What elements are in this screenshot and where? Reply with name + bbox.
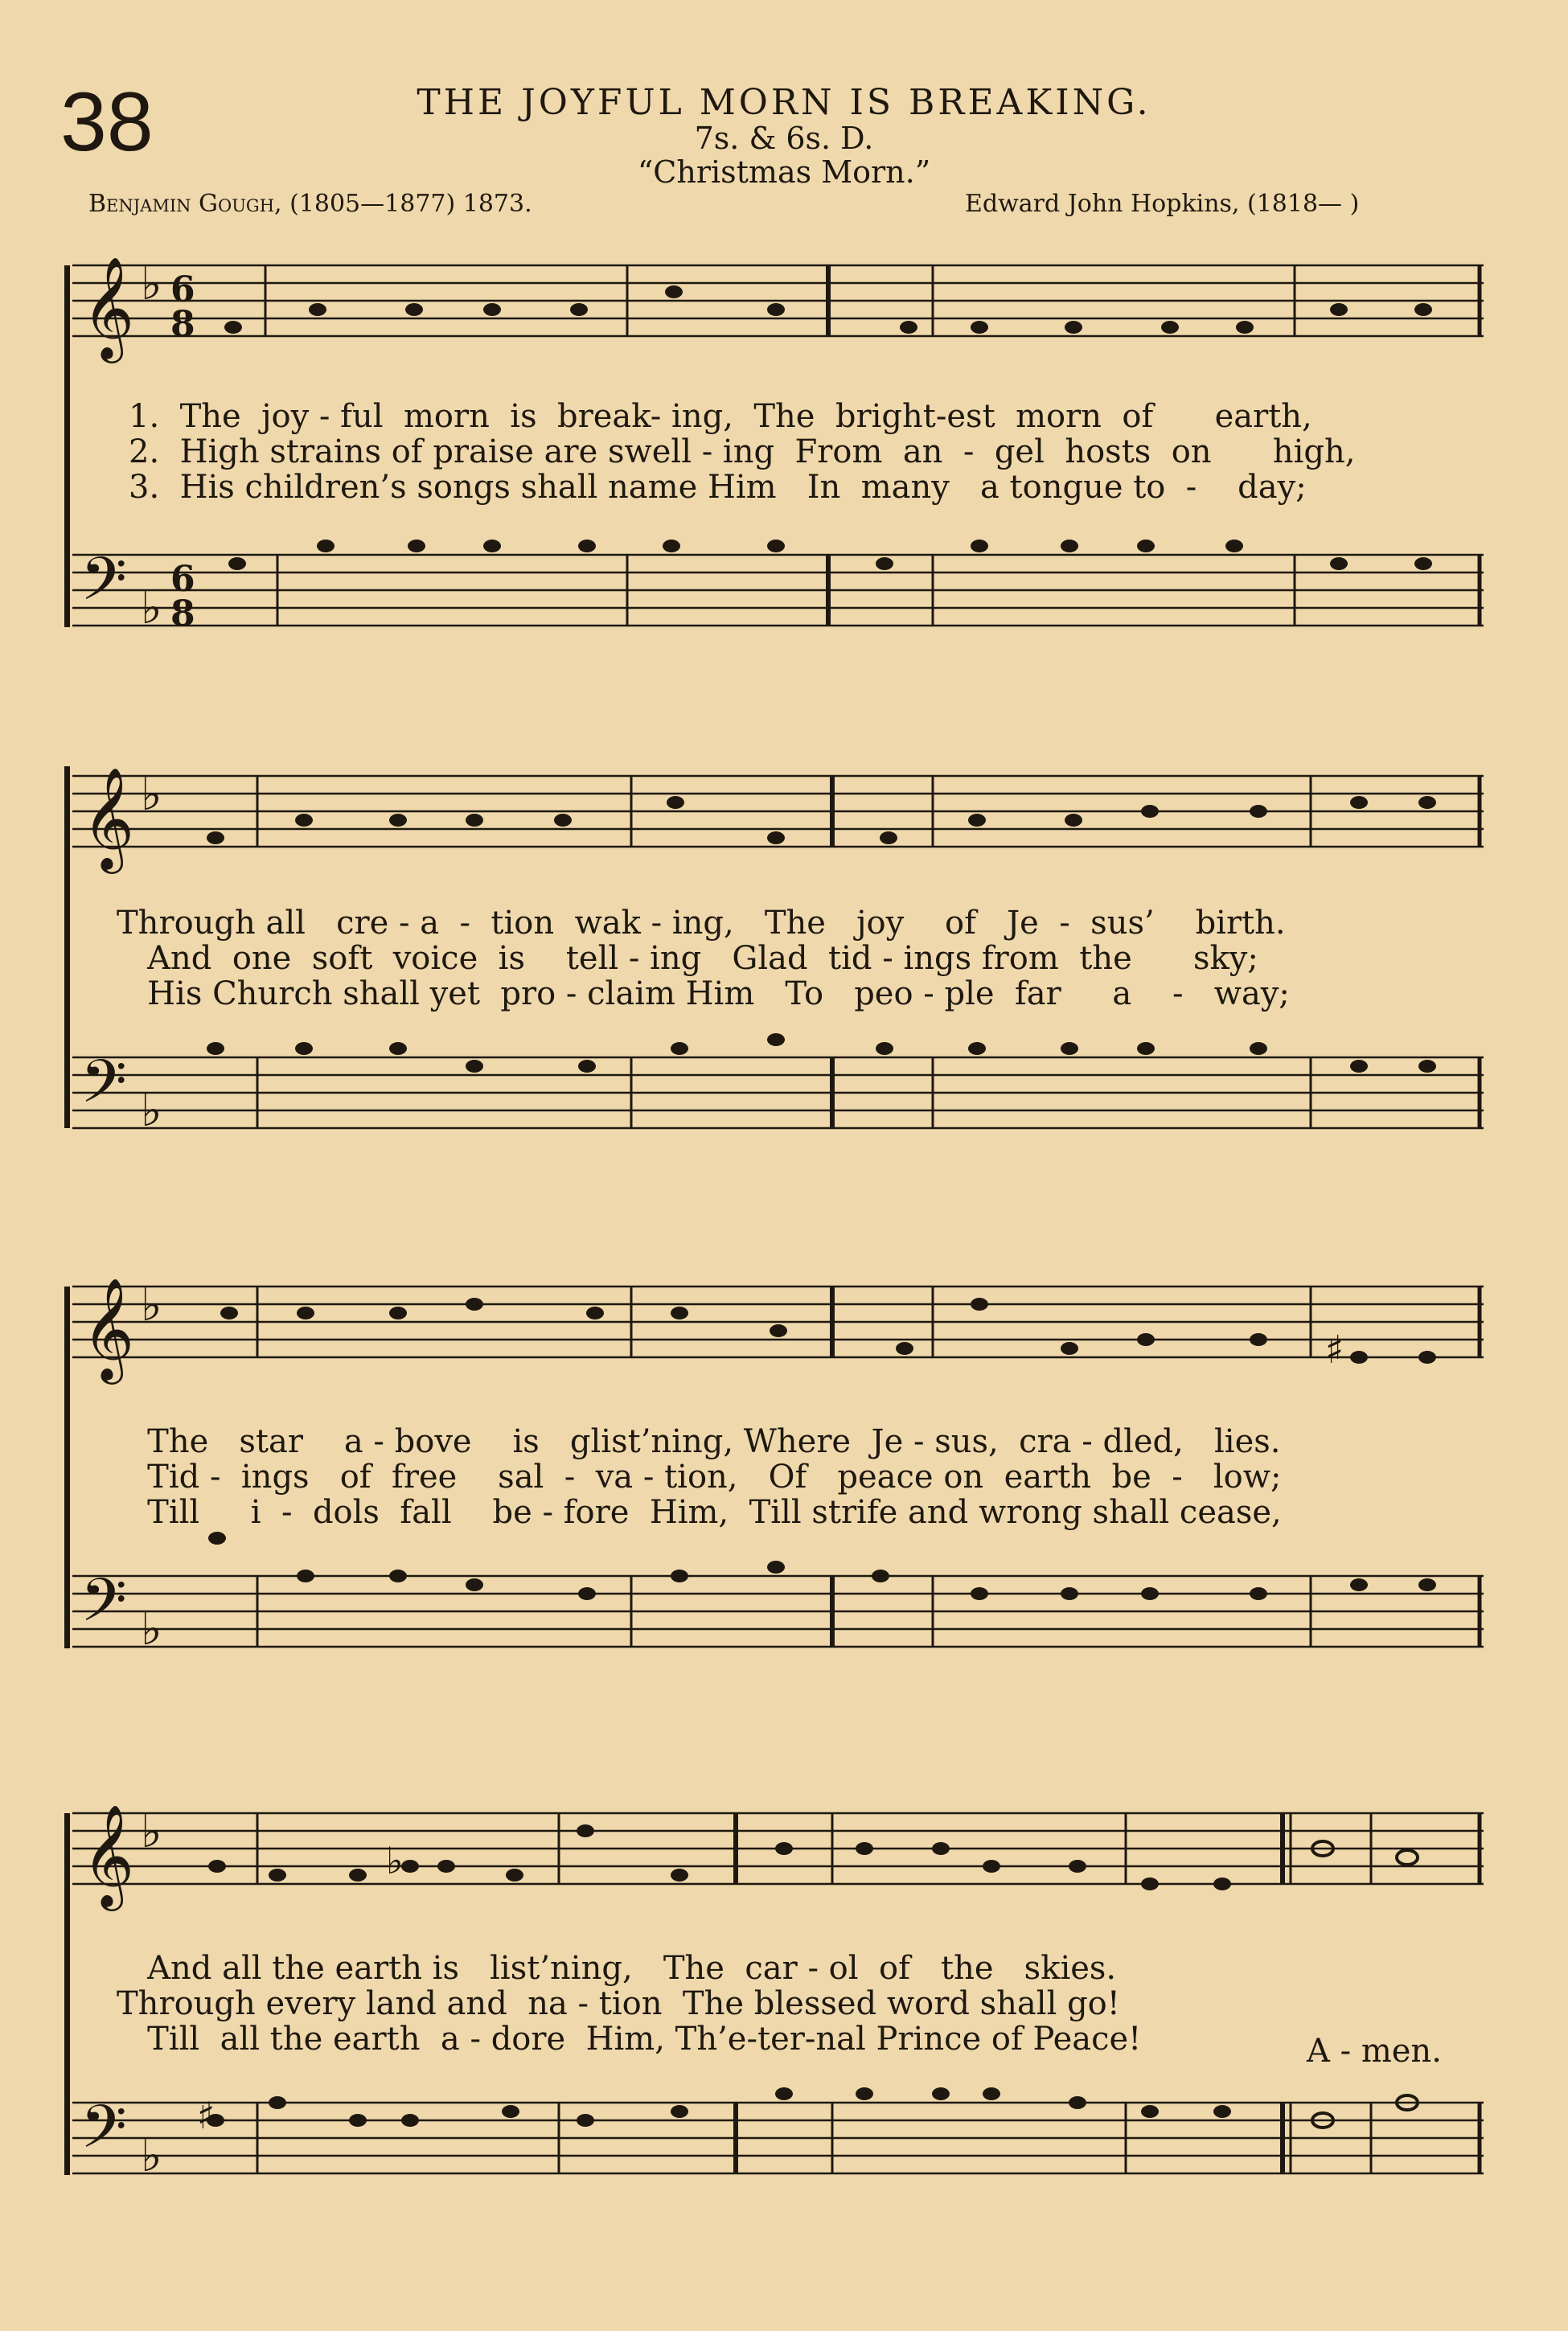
lyric-line: Through every land and na - tion The blessed word shall go! <box>117 1985 1120 2022</box>
flat-icon: ♭ <box>141 1806 162 1858</box>
lyric-line: 3. His children’s songs shall name Him In many a tongue to - day; <box>129 469 1307 506</box>
svg-text:♭: ♭ <box>141 2130 162 2182</box>
lyric-line: Till all the earth a - dore Him, Th’e-ter-nal Prince of Peace! <box>117 2021 1142 2058</box>
lyric-line: The star a - bove is glist’ning, Where Je - sus, cra - dled, lies. <box>117 1423 1281 1460</box>
treble-clef-icon: 𝄞 <box>82 1277 135 1380</box>
bass-staff <box>72 555 1484 626</box>
lyric-line: Tid - ings of free sal - va - tion, Of peace on earth be - low; <box>117 1459 1282 1496</box>
lyric-line: 1. The joy - ful morn is break- ing, The bright-est morn of earth, <box>129 398 1312 435</box>
sharp-icon: ♯ <box>1325 1328 1344 1373</box>
bass-notes <box>207 2087 1418 2128</box>
bass-clef-icon: 𝄢 <box>80 1566 127 1650</box>
svg-text:8: 8 <box>170 304 195 345</box>
flat-icon: ♭ <box>141 258 162 310</box>
treble-clef-icon: 𝄞 <box>82 766 135 869</box>
meter: 7s. & 6s. D. <box>694 121 874 156</box>
bass-notes <box>207 1033 1436 1073</box>
bass-clef-icon: 𝄢 <box>80 1047 127 1131</box>
bass-staff <box>72 2103 1484 2173</box>
bass-clef-icon: 𝄢 <box>80 544 127 629</box>
treble-staff <box>72 265 1484 336</box>
hymn-title: THE JOYFUL MORN IS BREAKING. <box>417 82 1151 123</box>
treble-clef-icon: 𝄞 <box>82 1804 135 1906</box>
svg-text:♭: ♭ <box>141 1085 162 1137</box>
bass-staff <box>72 1576 1484 1647</box>
lyric-line: Till i - dols fall be - fore Him, Till strife and wrong shall cease, <box>117 1494 1282 1531</box>
amen-text: A - men. <box>1307 2033 1442 2070</box>
lyric-line: And all the earth is list’ning, The car - ol of the skies. <box>117 1950 1117 1987</box>
lyric-line: His Church shall yet pro - claim Him To peo - ple far a - way; <box>117 975 1290 1012</box>
treble-clef-icon: 𝄞 <box>82 256 135 359</box>
lyric-line: 2. High strains of praise are swell - ing From an - gel hosts on high, <box>129 433 1356 470</box>
lyric-line: Through all cre - a - tion wak - ing, The joy of Je - sus’ birth. <box>117 905 1286 942</box>
treble-notes <box>207 796 1436 844</box>
flat-icon: ♭ <box>386 1839 404 1882</box>
sharp-icon: ♯ <box>197 2094 215 2137</box>
author-credit <box>88 190 532 218</box>
time-signature: 6 <box>170 269 195 310</box>
svg-text:8: 8 <box>170 593 195 634</box>
flat-icon: ♭ <box>141 769 162 821</box>
treble-notes <box>220 1298 1436 1364</box>
svg-text:♭: ♭ <box>141 1603 162 1656</box>
svg-text:6: 6 <box>170 559 195 600</box>
lyric-line: And one soft voice is tell - ing Glad tid - ings from the sky; <box>117 940 1258 977</box>
flat-icon: ♭ <box>141 1279 162 1332</box>
bass-staff <box>72 1057 1484 1128</box>
composer-credit: Edward John Hopkins, (1818— ) <box>965 190 1360 218</box>
tune-name: “Christmas Morn.” <box>637 154 931 190</box>
hymn-number: 38 <box>60 76 154 169</box>
treble-staff <box>72 1287 1484 1357</box>
author-name: Benjamin Gough <box>88 190 275 218</box>
svg-text:♭: ♭ <box>141 582 162 634</box>
bass-clef-icon: 𝄢 <box>80 2092 127 2177</box>
system-brace <box>64 265 70 627</box>
author-dates: , (1805—1877) 1873. <box>274 190 532 218</box>
bass-notes <box>208 1532 1436 1600</box>
